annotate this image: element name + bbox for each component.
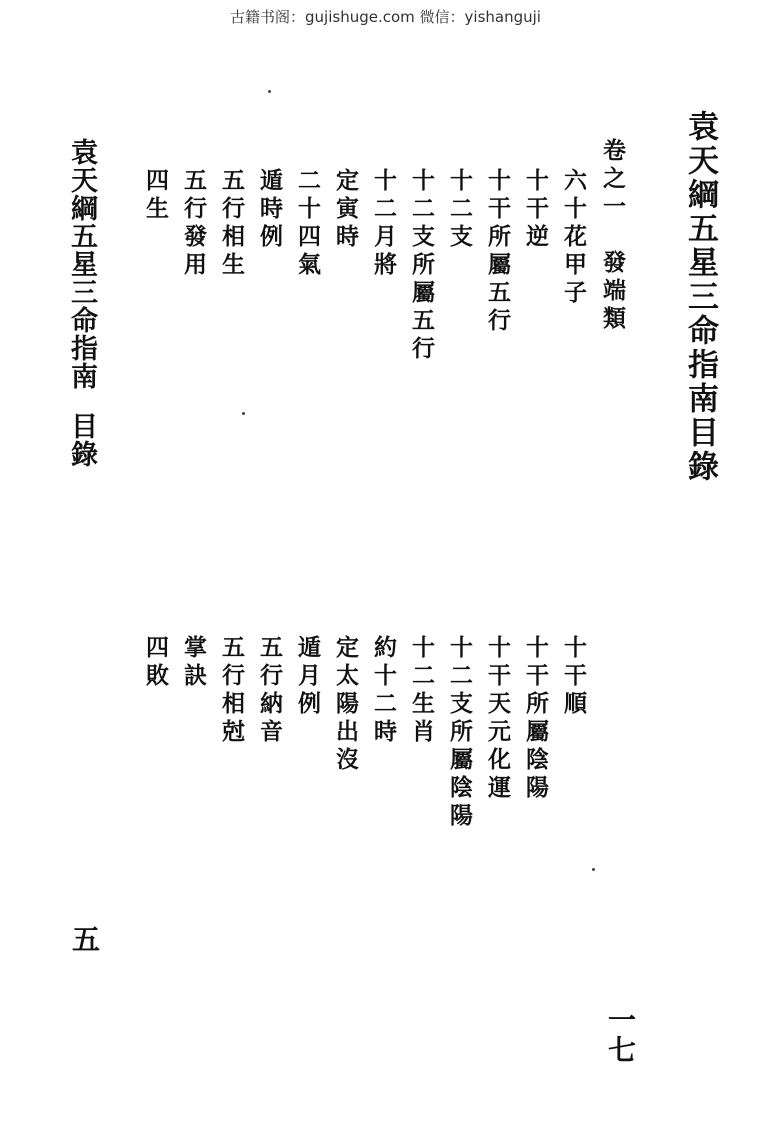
scan-speck: [268, 90, 271, 93]
toc-entry: 遁時例: [256, 168, 283, 252]
toc-entry: 十干逆: [522, 168, 549, 252]
toc-entry: 十二支所屬陰陽: [446, 635, 473, 831]
toc-entry: 五行納音: [256, 635, 283, 747]
side-title: [62, 138, 101, 468]
toc-entry: 十二月將: [370, 168, 397, 280]
toc-entry: 十干所屬五行: [484, 168, 511, 336]
toc-entry: 五行相生: [218, 168, 245, 280]
toc-entry: 遁月例: [294, 635, 321, 719]
toc-entry: 約十二時: [370, 635, 397, 747]
toc-entry: 四敗: [142, 635, 169, 691]
toc-entry: 五行發用: [180, 168, 207, 280]
toc-entry: 十二支所屬五行: [408, 168, 435, 364]
toc-entry: 十二支: [446, 168, 473, 252]
page-number-left: 五: [72, 923, 101, 956]
scan-speck: [242, 412, 245, 415]
toc-entry: 六十花甲子: [560, 168, 587, 308]
toc-entry: 掌訣: [180, 635, 207, 691]
page-number-right: 一七: [604, 1005, 637, 1065]
toc-entry: 十干所屬陰陽: [522, 635, 549, 803]
toc-entry: 十干順: [560, 635, 587, 719]
toc-entry: 四生: [142, 168, 169, 224]
toc-entry: 定寅時: [332, 168, 359, 252]
toc-entry: 二十四氣: [294, 168, 321, 280]
side-title-text: 袁天綱五星三命指南: [66, 138, 97, 390]
watermark-banner: 古籍书阁：gujishuge.com 微信：yishanguji: [230, 8, 541, 26]
main-title: 袁天綱五星三命指南目錄: [682, 110, 718, 484]
toc-entry: 十干天元化運: [484, 635, 511, 803]
volume-heading: 卷之一 發端類: [599, 138, 626, 334]
scan-speck: [592, 868, 595, 871]
toc-entry: 定太陽出沒: [332, 635, 359, 775]
toc-entry: 五行相尅: [218, 635, 245, 747]
toc-entry: 十二生肖: [408, 635, 435, 747]
side-title-section: 目錄: [66, 412, 97, 468]
